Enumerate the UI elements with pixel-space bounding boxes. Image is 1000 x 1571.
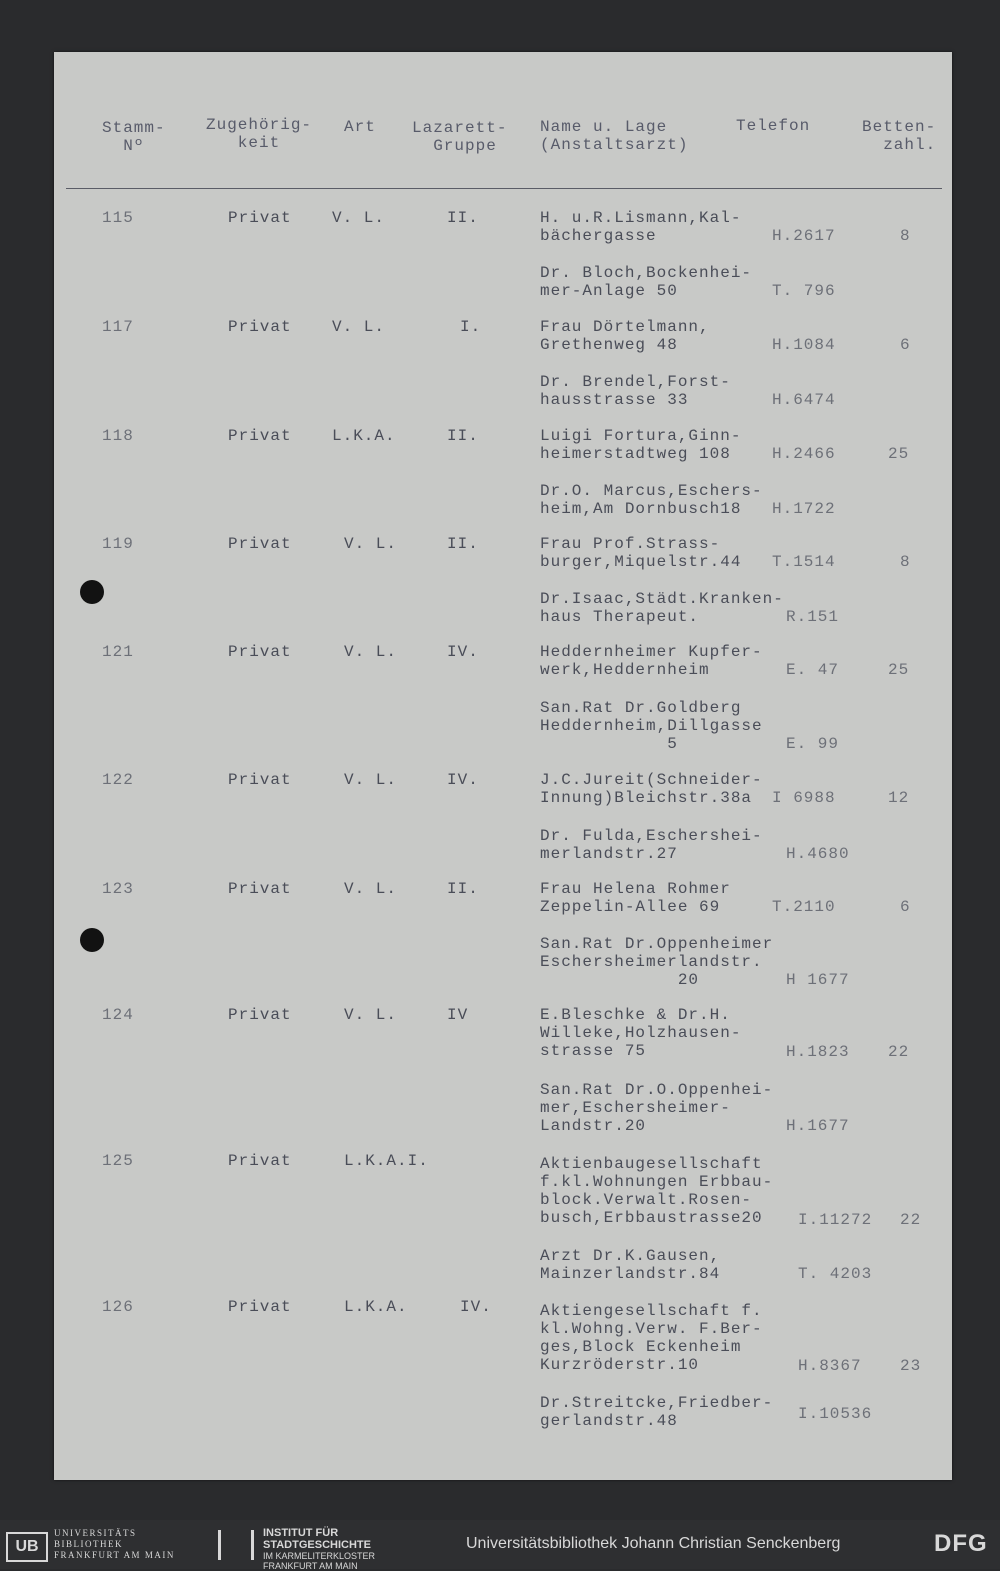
record-art: V. L. <box>332 209 386 227</box>
record-name: Frau Dörtelmann, Grethenweg 48 <box>540 318 710 354</box>
record-betten: 8 <box>900 553 911 571</box>
record-telefon: H.2617 <box>772 227 836 245</box>
dfg-logo: DFG <box>934 1530 988 1557</box>
record-betten: 22 <box>888 1043 910 1061</box>
record-zugehoerigkeit: Privat <box>228 1298 292 1316</box>
record-art: L.K.A.I. <box>344 1152 429 1170</box>
punch-hole <box>80 928 104 952</box>
record-nr: 115 <box>102 209 134 227</box>
record-telefon: I 6988 <box>772 789 836 807</box>
record-arzt: Arzt Dr.K.Gausen, Mainzerlandstr.84 <box>540 1247 721 1283</box>
record-zugehoerigkeit: Privat <box>228 1152 292 1170</box>
record-gruppe: IV. <box>460 1298 492 1316</box>
record-arzt: Dr. Fulda,Eschershei- merlandstr.27 <box>540 827 763 863</box>
record-name: E.Bleschke & Dr.H. Willeke,Holzhausen- strasse 75 <box>540 1006 742 1060</box>
record-betten: 22 <box>900 1211 922 1229</box>
record-arzt: Dr. Brendel,Forst- hausstrasse 33 <box>540 373 731 409</box>
record-nr: 119 <box>102 535 134 553</box>
header-name-lage: Name u. Lage (Anstaltsarzt) <box>540 118 689 154</box>
isg-line4: FRANKFURT AM MAIN <box>263 1561 358 1571</box>
record-arzt-telefon: T. 796 <box>772 282 836 300</box>
record-gruppe: II. <box>447 880 479 898</box>
header-rule <box>66 188 942 189</box>
record-name: Frau Prof.Strass- burger,Miquelstr.44 <box>540 535 742 571</box>
library-credit: Universitätsbibliothek Johann Christian Senckenberg <box>466 1535 841 1552</box>
record-name: Luigi Fortura,Ginn- heimerstadtweg 108 <box>540 427 742 463</box>
record-telefon: E. 47 <box>786 661 840 679</box>
document-page <box>54 52 952 1480</box>
record-art: L.K.A. <box>344 1298 408 1316</box>
record-nr: 121 <box>102 643 134 661</box>
record-arzt-telefon: T. 4203 <box>798 1265 873 1283</box>
record-arzt-telefon: H.4680 <box>786 845 850 863</box>
record-betten: 25 <box>888 661 910 679</box>
record-gruppe: I. <box>460 318 482 336</box>
record-arzt: Dr.Isaac,Städt.Kranken- haus Therapeut. <box>540 590 784 626</box>
record-arzt: San.Rat Dr.O.Oppenhei- mer,Eschersheimer- Landstr.20 <box>540 1081 774 1135</box>
record-arzt-telefon: I.10536 <box>798 1405 873 1423</box>
record-arzt: San.Rat Dr.Oppenheimer Eschersheimerlandstr. 20 <box>540 935 774 989</box>
record-arzt: Dr.Streitcke,Friedber- gerlandstr.48 <box>540 1394 774 1430</box>
record-zugehoerigkeit: Privat <box>228 880 292 898</box>
record-name: Frau Helena Rohmer Zeppelin-Allee 69 <box>540 880 731 916</box>
header-stamm-nr: Stamm- Nº <box>102 119 166 155</box>
isg-line3: IM KARMELITERKLOSTER <box>263 1551 376 1561</box>
header-lazarett-gruppe: Lazarett- Gruppe <box>412 119 508 155</box>
record-name: H. u.R.Lismann,Kal- bächergasse <box>540 209 742 245</box>
record-arzt-telefon: H.6474 <box>772 391 836 409</box>
record-art: V. L. <box>344 771 398 789</box>
record-zugehoerigkeit: Privat <box>228 318 292 336</box>
record-art: L.K.A. <box>332 427 396 445</box>
record-arzt: Dr.O. Marcus,Eschers- heim,Am Dornbusch18 <box>540 482 763 518</box>
record-telefon: H.8367 <box>798 1357 862 1375</box>
record-telefon: I.11272 <box>798 1211 873 1229</box>
record-gruppe: IV. <box>447 643 479 661</box>
record-art: V. L. <box>344 1006 398 1024</box>
record-arzt-telefon: R.151 <box>786 608 840 626</box>
record-nr: 123 <box>102 880 134 898</box>
record-art: V. L. <box>344 535 398 553</box>
record-zugehoerigkeit: Privat <box>228 771 292 789</box>
record-zugehoerigkeit: Privat <box>228 209 292 227</box>
record-zugehoerigkeit: Privat <box>228 643 292 661</box>
record-telefon: T.1514 <box>772 553 836 571</box>
record-betten: 6 <box>900 898 911 916</box>
record-nr: 118 <box>102 427 134 445</box>
record-nr: 125 <box>102 1152 134 1170</box>
isg-logo-icon <box>218 1530 254 1560</box>
header-zugehoerigkeit: Zugehörig- keit <box>206 116 313 152</box>
record-zugehoerigkeit: Privat <box>228 427 292 445</box>
record-betten: 23 <box>900 1357 922 1375</box>
isg-line1: INSTITUT FÜR <box>263 1527 339 1539</box>
record-telefon: H.1084 <box>772 336 836 354</box>
record-gruppe: II. <box>447 427 479 445</box>
record-art: V. L. <box>344 880 398 898</box>
isg-line2: STADTGESCHICHTE <box>263 1539 371 1551</box>
punch-hole <box>80 580 104 604</box>
record-art: V. L. <box>332 318 386 336</box>
record-arzt: San.Rat Dr.Goldberg Heddernheim,Dillgasse 5 <box>540 699 763 753</box>
record-nr: 122 <box>102 771 134 789</box>
record-art: V. L. <box>344 643 398 661</box>
footer-bar <box>0 1520 1000 1569</box>
record-name: Aktiengesellschaft f. kl.Wohng.Verw. F.Ber- ges,Block Eckenheim Kurzröderstr.10 <box>540 1302 763 1374</box>
record-name: Heddernheimer Kupfer- werk,Heddernheim <box>540 643 763 679</box>
record-name: J.C.Jureit(Schneider- Innung)Bleichstr.38a <box>540 771 763 807</box>
record-betten: 12 <box>888 789 910 807</box>
record-nr: 124 <box>102 1006 134 1024</box>
record-gruppe: II. <box>447 209 479 227</box>
record-name: Aktienbaugesellschaft f.kl.Wohnungen Erbbau- block.Verwalt.Rosen- busch,Erbbaustrasse20 <box>540 1155 774 1227</box>
record-telefon: H.2466 <box>772 445 836 463</box>
record-arzt: Dr. Bloch,Bockenhei- mer-Anlage 50 <box>540 264 753 300</box>
record-arzt-telefon: H.1677 <box>786 1117 850 1135</box>
ub-library-name: UNIVERSITÄTS BIBLIOTHEK FRANKFURT AM MAIN <box>54 1528 175 1560</box>
record-arzt-telefon: H.1722 <box>772 500 836 518</box>
header-telefon: Telefon <box>736 117 811 135</box>
header-art: Art <box>344 118 376 136</box>
record-betten: 25 <box>888 445 910 463</box>
record-arzt-telefon: H 1677 <box>786 971 850 989</box>
header-bettenzahl: Betten- zahl. <box>862 118 937 154</box>
record-nr: 117 <box>102 318 134 336</box>
record-gruppe: IV. <box>447 771 479 789</box>
isg-institute-name <box>263 1527 375 1571</box>
record-zugehoerigkeit: Privat <box>228 1006 292 1024</box>
record-telefon: T.2110 <box>772 898 836 916</box>
ub-logo: UB <box>6 1532 48 1562</box>
record-betten: 6 <box>900 336 911 354</box>
record-gruppe: II. <box>447 535 479 553</box>
record-nr: 126 <box>102 1298 134 1316</box>
record-gruppe: IV <box>447 1006 469 1024</box>
record-betten: 8 <box>900 227 911 245</box>
record-arzt-telefon: E. 99 <box>786 735 840 753</box>
record-zugehoerigkeit: Privat <box>228 535 292 553</box>
record-telefon: H.1823 <box>786 1043 850 1061</box>
